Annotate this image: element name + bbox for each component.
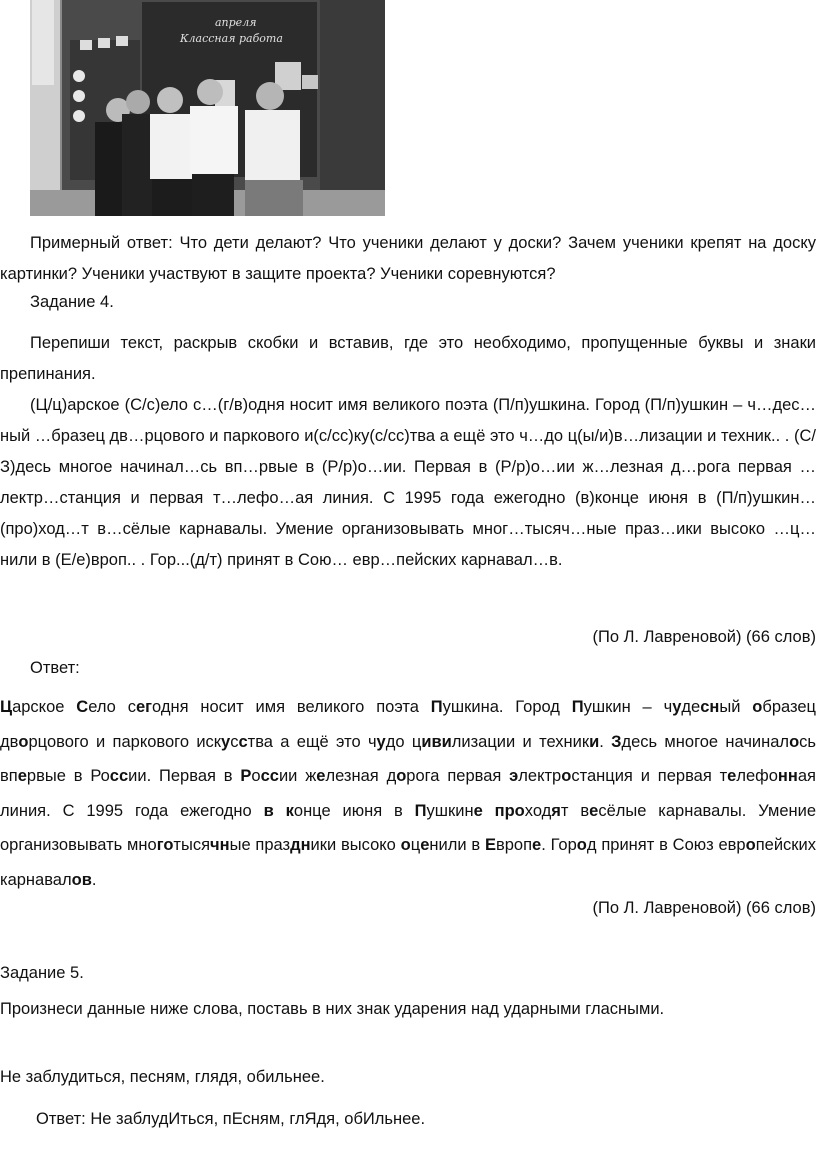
answer-text-segment: сь вп	[0, 732, 816, 785]
answer-bold-segment: Р	[240, 767, 252, 785]
example-answer-paragraph: Примерный ответ: Что дети делают? Что ученики делают у доски? Зачем ученики крепят на доску картинки? Ученики участвуют в защите проекта? Ученики соревнуются?	[0, 234, 816, 283]
answer-text-segment: одня носит имя великого поэта	[152, 698, 431, 716]
answer-text-segment: . Гор	[541, 836, 577, 854]
answer-text-segment: десь многое начинал	[621, 732, 790, 751]
answer-bold-segment: е	[727, 767, 737, 785]
citation-2: (По Л. Лавреновой) (66 слов)	[592, 899, 816, 917]
answer-bold-segment: С	[76, 698, 89, 716]
answer-text-segment: лектр	[518, 767, 562, 785]
answer-bold-segment: и	[589, 732, 600, 751]
answer-text-segment: ело с	[88, 698, 136, 716]
answer-text-segment: ц	[410, 836, 421, 854]
answer-bold-segment: Ц	[0, 698, 13, 716]
answer-text-segment: лезная д	[325, 767, 397, 785]
answer-bold-segment: о	[745, 836, 756, 854]
answer-bold-segment: в к	[263, 801, 294, 820]
answer-bold-segment: П	[430, 698, 443, 716]
answer-text-segment: .	[599, 732, 612, 751]
answer-bold-segment: я	[551, 801, 561, 820]
answer-bold-segment: о	[400, 836, 411, 854]
answer-bold-segment: е	[17, 767, 27, 785]
answer-text-segment: бразец дв	[0, 698, 816, 751]
answer-bold-segment: го	[156, 836, 174, 854]
answer-text-segment: рога первая	[406, 767, 510, 785]
answer-text-segment: до ц	[385, 732, 422, 751]
task4-title: Задание 4.	[30, 293, 114, 311]
answer-text-segment: лизации и техник	[451, 732, 590, 751]
classroom-photo	[30, 0, 385, 216]
answer-bold-segment: с	[238, 732, 248, 751]
answer-bold-segment: о	[752, 698, 763, 716]
answer-bold-segment: ег	[135, 698, 153, 716]
answer-text-segment: де	[681, 698, 701, 716]
task5-title: Задание 5.	[0, 964, 84, 982]
answer-text-segment: тва а ещё это ч	[247, 732, 377, 751]
answer-text-segment: ии. Первая в	[128, 767, 241, 785]
answer-bold-segment: е про	[473, 801, 525, 820]
answer-bold-segment: нн	[777, 767, 798, 785]
answer-bold-segment: иви	[421, 732, 452, 751]
answer-text-segment: рцового и паркового иск	[28, 732, 222, 751]
answer-text-segment: вроп	[495, 836, 533, 854]
answer-bold-segment: сн	[700, 698, 720, 716]
answer-text-segment: онце июня в	[293, 801, 415, 820]
classroom-photo-graphic	[30, 0, 385, 216]
answer-text	[0, 690, 816, 897]
answer-text-segment: с	[230, 732, 239, 751]
answer-text-segment: ушкин – ч	[583, 698, 673, 716]
answer-text-segment: сёлые карнавалы. Умение организовывать мно	[0, 801, 816, 854]
answer-bold-segment: о	[576, 836, 587, 854]
answer-text-segment: д принят в Союз евр	[586, 836, 746, 854]
answer-text-segment: рвые в Ро	[26, 767, 110, 785]
board-text-title: Классная работа	[180, 32, 283, 45]
answer-bold-segment: е	[532, 836, 542, 854]
answer-text-segment: ики высоко	[310, 836, 401, 854]
answer-bold-segment: о	[18, 732, 29, 751]
answer-text-segment: .	[91, 870, 97, 889]
answer-bold-segment: е	[316, 767, 326, 785]
answer-text-segment: арское	[12, 698, 77, 716]
answer-text-segment: нили в	[429, 836, 485, 854]
answer-bold-segment: о	[789, 732, 800, 751]
answer-bold-segment: П	[571, 698, 584, 716]
answer-label: Ответ:	[30, 659, 80, 677]
answer-bold-segment: З	[611, 732, 622, 751]
answer-bold-segment: о	[561, 767, 572, 785]
board-text-date: апреля	[215, 16, 257, 29]
answer-text-segment: пейских карнавал	[0, 836, 816, 889]
answer-bold-segment: е	[589, 801, 599, 820]
answer-text-segment: ушкин	[426, 801, 474, 820]
answer-bold-segment: П	[414, 801, 427, 820]
answer-bold-segment: у	[221, 732, 231, 751]
answer-bold-segment: Е	[484, 836, 496, 854]
answer-text-segment: лефо	[736, 767, 778, 785]
answer-text-segment: ые праз	[229, 836, 291, 854]
answer-bold-segment: чн	[210, 836, 230, 854]
answer-text-segment: ход	[524, 801, 552, 820]
answer-text-segment: т в	[560, 801, 590, 820]
citation-1: (По Л. Лавреновой) (66 слов)	[592, 628, 816, 646]
answer-bold-segment: у	[672, 698, 682, 716]
answer-text-segment: ии ж	[278, 767, 317, 785]
answer-text-segment: ый	[719, 698, 753, 716]
task4-instruction: Перепиши текст, раскрыв скобки и вставив, где это необходимо, пропущенные буквы и знаки препинания.	[0, 334, 816, 383]
answer-bold-segment: сс	[109, 767, 129, 785]
answer-bold-segment: е	[420, 836, 430, 854]
answer-text-segment: о	[251, 767, 261, 785]
task5-answer: Ответ: Не заблудИться, пЕсням, глЯдя, обИльнее.	[36, 1110, 426, 1128]
answer-text-segment: ушкина. Город	[442, 698, 572, 716]
answer-bold-segment: ов	[71, 870, 92, 889]
answer-bold-segment: дн	[290, 836, 311, 854]
answer-text-segment: станция и первая т	[571, 767, 728, 785]
answer-bold-segment: о	[396, 767, 407, 785]
answer-bold-segment: у	[376, 732, 386, 751]
task4-text: (Ц/ц)арское (С/с)ело с…(г/в)одня носит имя великого поэта (П/п)ушкина. Город (П/п)ушкин – ч…дес…ный …бразец дв…рцового и паркового и(с/сс)ку(с/сс)тва а ещё это ч…до ц(ы/и)в…лизации и техник.. . (С/З)десь многое начинал…сь вп…рвые в (Р/р)о…ии. Первая в (Р/р)о…ии ж…лезная д…рога первая …лектр…станция и первая т…лефо…ая линия. С 1995 года ежегодно (в)конце июня в (П/п)ушкин… (про)ход…т в…сёлые карнавалы. Умение организовывать мног…тысяч…ные праз…ики высоко …ц…нили в (Е/е)вроп.. . Гор...(д/т) принят в Сою… евр…пейских карнавал…в.	[0, 396, 816, 569]
answer-bold-segment: сс	[260, 767, 279, 785]
answer-bold-segment: э	[509, 767, 519, 785]
answer-text-segment: ая линия. С 1995 года ежегодно	[0, 767, 816, 820]
task5-words: Не заблудиться, песням, глядя, обильнее.	[0, 1068, 325, 1086]
task5-instruction: Произнеси данные ниже слова, поставь в них знак ударения над ударными гласными.	[0, 1000, 665, 1018]
answer-text-segment: тыся	[173, 836, 211, 854]
